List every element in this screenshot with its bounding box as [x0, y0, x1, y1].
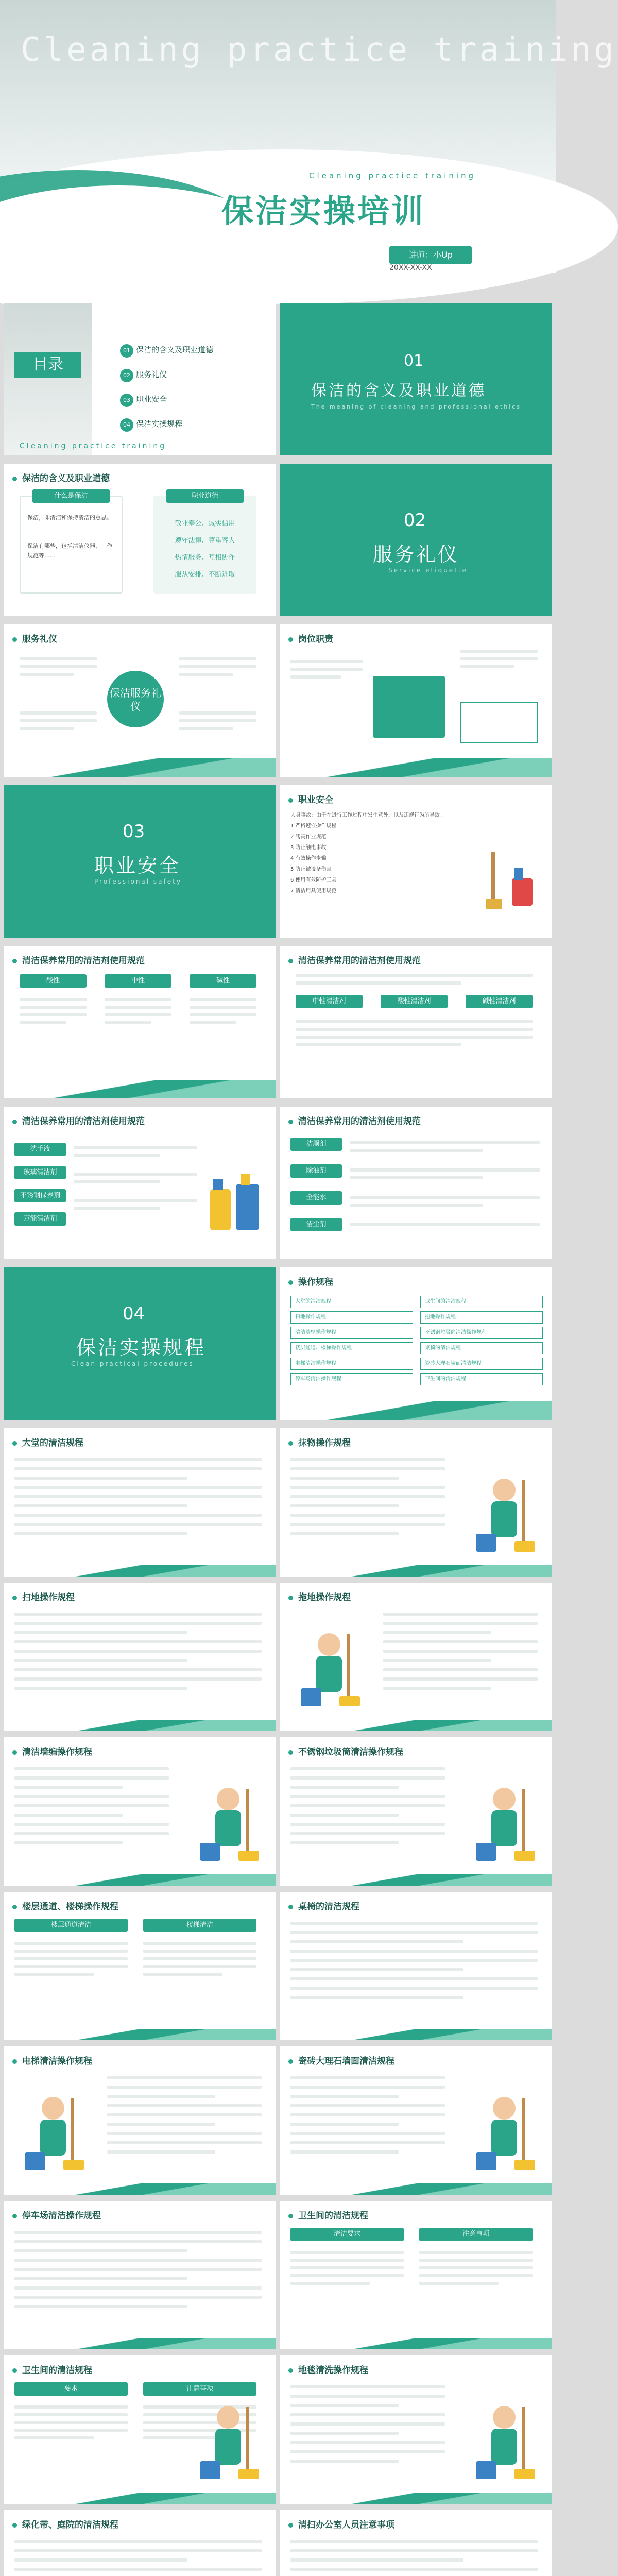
agents-slide-2 — [280, 946, 552, 1098]
operation-item[interactable]: 卫生间的清洁规程 — [420, 1373, 543, 1385]
procedure-text — [290, 2246, 404, 2290]
slide-header: 保洁的含义及职业道德 — [12, 471, 110, 484]
section-title: 服务礼仪 — [373, 543, 460, 566]
procedure-slide — [4, 1583, 276, 1731]
col-text — [20, 993, 87, 1029]
pill: 注意事项 — [143, 2382, 256, 2396]
safety-slide — [280, 785, 552, 938]
footer-stripes — [4, 1720, 276, 1731]
section-03-slide — [4, 785, 276, 938]
pill: 楼层通道清洁 — [14, 1919, 128, 1932]
procedure-slide — [280, 1737, 552, 1886]
toc-photo — [4, 303, 92, 455]
slide-header: 停车场清洁操作规程 — [12, 2208, 101, 2221]
operation-item[interactable]: 桌椅的清洁规程 — [420, 1342, 543, 1354]
procedure-slide — [4, 2510, 276, 2576]
footer-stripes — [4, 2183, 276, 2195]
operation-item[interactable]: 大堂的清洁规程 — [290, 1296, 413, 1308]
rows-text — [350, 1137, 540, 1231]
pill: 职业道德 — [166, 489, 244, 503]
operation-item[interactable]: 不锈钢垃圾筒清洁操作规程 — [420, 1327, 543, 1339]
procedure-slide — [280, 2201, 552, 2349]
slide-header: 电梯清洁操作规程 — [12, 2054, 92, 2066]
toc-item[interactable]: 职业安全 — [136, 395, 167, 404]
ethics-item: 遵守法律、尊重客人 — [175, 537, 235, 545]
toc-item[interactable]: 保洁实操规程 — [136, 419, 183, 429]
operation-item[interactable]: 电梯清洁操作规程 — [290, 1358, 413, 1370]
operations-grid — [290, 1296, 543, 1385]
pill: 除油剂 — [290, 1164, 342, 1178]
duty-block — [460, 645, 538, 673]
duty-card — [373, 676, 445, 738]
section-en: The meaning of cleaning and professional ethics — [311, 403, 522, 410]
slide-header: 卫生间的清洁规程 — [288, 2208, 368, 2221]
section-title: 保洁实操规程 — [76, 1336, 207, 1359]
col-text — [190, 993, 256, 1029]
etiquette-slide — [4, 624, 276, 777]
procedure-text — [419, 2246, 533, 2290]
footer-stripes — [280, 1874, 552, 1886]
etiq-block — [20, 707, 97, 735]
cover-en-subtitle: Cleaning practice training — [309, 171, 476, 180]
section-title: 保洁的含义及职业道德 — [311, 382, 486, 400]
pill: 碱性 — [190, 974, 256, 988]
card-text: 保洁有哪些，包括清洁仪器、工作规范等…… — [27, 543, 112, 559]
ethics-item: 服从安排、不断进取 — [175, 571, 235, 579]
footer-stripes — [280, 1565, 552, 1577]
slide-header: 清洁保养常用的清洁剂使用规范 — [12, 953, 145, 966]
operation-item[interactable]: 扫地操作规程 — [290, 1311, 413, 1324]
procedure-slide — [280, 2510, 552, 2576]
footer-stripes — [4, 1874, 276, 1886]
toc-num: 04 — [120, 418, 133, 432]
operation-item[interactable]: 瓷砖大理石墙面清洁规程 — [420, 1358, 543, 1370]
agents-slide — [4, 946, 276, 1098]
procedure-text — [14, 1606, 262, 1696]
toc-title: 目录 — [14, 352, 81, 378]
procedure-slide — [4, 1892, 276, 2040]
cleaning-illustration — [466, 2088, 543, 2175]
footer-stripes — [280, 2183, 552, 2195]
procedure-text — [14, 1452, 262, 1541]
rows-text — [74, 1142, 197, 1214]
pill: 清洁要求 — [290, 2228, 404, 2241]
safety-item: 人身事故：由于在进行工作过程中发生意外，以及违规行为所导致。 — [290, 812, 445, 818]
pill: 洁厕剂 — [290, 1138, 342, 1151]
section-01-slide — [280, 303, 552, 455]
toc-num: 02 — [120, 369, 133, 382]
pill: 洗手液 — [14, 1143, 66, 1156]
slide-header: 操作规程 — [288, 1275, 333, 1287]
procedure-slide — [280, 1583, 552, 1731]
operation-item[interactable]: 停车场清洁操作规程 — [290, 1373, 413, 1385]
footer-stripes — [4, 1565, 276, 1577]
etiq-block — [179, 707, 256, 735]
procedure-slide — [280, 1892, 552, 2040]
section-title: 职业安全 — [94, 854, 181, 877]
procedure-text — [290, 2534, 538, 2576]
intro-text — [296, 969, 533, 989]
safety-item: 3 防止触电事故 — [290, 845, 327, 851]
operation-item[interactable]: 卫生间的清洁规程 — [420, 1296, 543, 1308]
slide-header: 清洁保养常用的清洁剂使用规范 — [12, 1114, 145, 1127]
procedure-slide — [4, 1737, 276, 1886]
pill: 洁尘剂 — [290, 1218, 342, 1231]
section-en: Clean practical procedures — [71, 1360, 194, 1367]
footer-stripes — [280, 1720, 552, 1731]
section-number: 01 — [404, 352, 424, 370]
slide-header: 清洁墙编操作规程 — [12, 1744, 92, 1757]
slide-header: 不锈钢垃圾筒清洁操作规程 — [288, 1744, 403, 1757]
section-number: 04 — [123, 1303, 145, 1324]
agents-slide-3 — [4, 1107, 276, 1259]
pill: 万能清洁剂 — [14, 1212, 66, 1226]
slide-header: 大堂的清洁规程 — [12, 1435, 83, 1448]
toc-slide — [4, 303, 276, 455]
section-02-slide — [280, 464, 552, 616]
footer-stripes — [4, 2338, 276, 2349]
cover-title: 保洁实操培训 — [221, 192, 426, 230]
procedure-slide — [4, 1428, 276, 1577]
card-text: 保洁，即清洁和保持清洁的意思。 — [27, 514, 112, 521]
agents-slide-4 — [280, 1107, 552, 1259]
safety-item: 1 严格遵守操作规程 — [290, 823, 337, 829]
meaning-slide — [4, 464, 276, 616]
procedure-text — [14, 2225, 262, 2314]
slide-header: 地毯清洗操作规程 — [288, 2363, 368, 2376]
cover-date: 20XX-XX-XX — [389, 264, 432, 272]
procedure-text — [290, 1916, 538, 2005]
procedure-slide — [4, 2201, 276, 2349]
ethics-item: 敬业奉公、诚实信用 — [175, 520, 235, 528]
footer-stripes — [4, 2029, 276, 2040]
toc-item[interactable]: 保洁的含义及职业道德 — [136, 345, 214, 354]
slide-header: 清洁保养常用的清洁剂使用规范 — [288, 953, 421, 966]
slide-header: 服务礼仪 — [12, 632, 57, 645]
pill: 什么是保洁 — [32, 489, 110, 503]
toc-num: 03 — [120, 394, 133, 407]
pill: 全能水 — [290, 1191, 342, 1205]
footer-stripes — [4, 758, 276, 777]
toc-num: 01 — [120, 344, 133, 358]
toc-en: Cleaning practice training — [20, 442, 167, 450]
pill: 不锈钢保养剂 — [14, 1189, 66, 1202]
slide-header: 绿化带、庭院的清洁规程 — [12, 2517, 118, 2530]
section-04-slide — [4, 1267, 276, 1420]
cleaning-illustration — [290, 1624, 368, 1711]
operation-item[interactable]: 清洁墙壁操作规程 — [290, 1327, 413, 1339]
cleaning-illustration — [190, 1778, 267, 1866]
operations-slide — [280, 1267, 552, 1420]
pill: 玻璃清洁剂 — [14, 1166, 66, 1179]
ethics-item: 热情服务、互相协作 — [175, 554, 235, 562]
footer-stripes — [280, 758, 552, 777]
pill: 碱性清洁剂 — [466, 995, 533, 1008]
procedure-slide — [4, 2355, 276, 2504]
procedure-text — [14, 2534, 262, 2576]
section-en: Service etiquette — [388, 567, 468, 574]
safety-item: 2 爬高作业规范 — [290, 834, 327, 840]
procedure-slide — [4, 2046, 276, 2195]
footer-stripes — [280, 2029, 552, 2040]
cleaning-illustration — [466, 2397, 543, 2484]
slide-header: 楼层通道、楼梯操作规程 — [12, 1899, 118, 1912]
safety-item: 7 清洁用具使用规范 — [290, 888, 337, 894]
duty-slide — [280, 624, 552, 777]
footer-stripes — [280, 1401, 552, 1420]
cover-lecturer: 讲师：小Up — [389, 246, 472, 264]
ethics-list — [159, 515, 251, 583]
operation-item[interactable]: 楼层通道、楼梯操作规程 — [290, 1342, 413, 1354]
procedure-text — [14, 2401, 128, 2444]
procedure-slide — [280, 2046, 552, 2195]
footer-stripes — [280, 2493, 552, 2504]
pill: 酸性清洁剂 — [381, 995, 448, 1008]
etiq-block — [20, 653, 97, 681]
footer-stripes — [4, 1080, 276, 1098]
procedure-slide — [280, 2355, 552, 2504]
slide-header: 瓷砖大理石墙面清洁规程 — [288, 2054, 394, 2066]
cleaning-tools-illustration — [486, 837, 543, 909]
section-number: 03 — [123, 821, 145, 842]
slide-header: 桌椅的清洁规程 — [288, 1899, 359, 1912]
duty-card — [460, 702, 538, 743]
slide-header: 清洁保养常用的清洁剂使用规范 — [288, 1114, 421, 1127]
cover-slide — [0, 0, 617, 273]
safety-item: 6 使用有效防护工具 — [290, 877, 337, 883]
cleaning-illustration — [14, 2088, 92, 2175]
procedure-slide — [280, 1428, 552, 1577]
spray-bottles-illustration — [205, 1168, 267, 1235]
slide-header: 卫生间的清洁规程 — [12, 2363, 92, 2376]
procedure-text — [14, 1937, 128, 1980]
slide-header: 职业安全 — [288, 792, 333, 805]
section-en: Professional safety — [94, 878, 182, 885]
procedure-text — [290, 1761, 445, 1851]
etiquette-center: 保洁服务礼仪 — [107, 671, 164, 727]
footer-stripes — [280, 2338, 552, 2349]
slide-header: 岗位职责 — [288, 632, 333, 645]
cleaning-illustration — [466, 1778, 543, 1866]
slide-header: 清扫办公室人员注意事项 — [288, 2517, 394, 2530]
pill: 中性清洁剂 — [296, 995, 363, 1008]
pill: 酸性 — [20, 974, 87, 988]
toc-list — [120, 344, 213, 432]
footer-stripes — [4, 2493, 276, 2504]
procedure-text — [290, 1452, 445, 1541]
section-number: 02 — [404, 510, 426, 531]
procedure-text — [290, 2379, 445, 2469]
col-text — [105, 993, 171, 1029]
procedure-text — [14, 1761, 169, 1851]
cover-bg-title: Cleaning practice training — [21, 31, 617, 69]
pill: 要求 — [14, 2382, 128, 2396]
etiq-block — [179, 653, 256, 681]
safety-item: 4 有效操作步骤 — [290, 856, 327, 861]
duty-block — [290, 655, 363, 683]
slide-header: 扫地操作规程 — [12, 1590, 75, 1603]
safety-item: 5 防止被设备伤害 — [290, 867, 332, 872]
procedure-text — [383, 1606, 538, 1696]
pill: 中性 — [105, 974, 171, 988]
toc-item[interactable]: 服务礼仪 — [136, 370, 167, 379]
tab-text — [296, 1015, 533, 1051]
operation-item[interactable]: 拖地操作规程 — [420, 1311, 543, 1324]
slide-header: 抹物操作规程 — [288, 1435, 351, 1448]
cleaning-illustration — [190, 2397, 267, 2484]
procedure-text — [107, 2070, 262, 2160]
slide-header: 拖地操作规程 — [288, 1590, 351, 1603]
pill: 注意事项 — [419, 2228, 533, 2241]
pill: 楼梯清洁 — [143, 1919, 256, 1932]
procedure-text — [143, 1937, 256, 1980]
cleaning-illustration — [466, 1469, 543, 1557]
procedure-text — [290, 2070, 445, 2160]
